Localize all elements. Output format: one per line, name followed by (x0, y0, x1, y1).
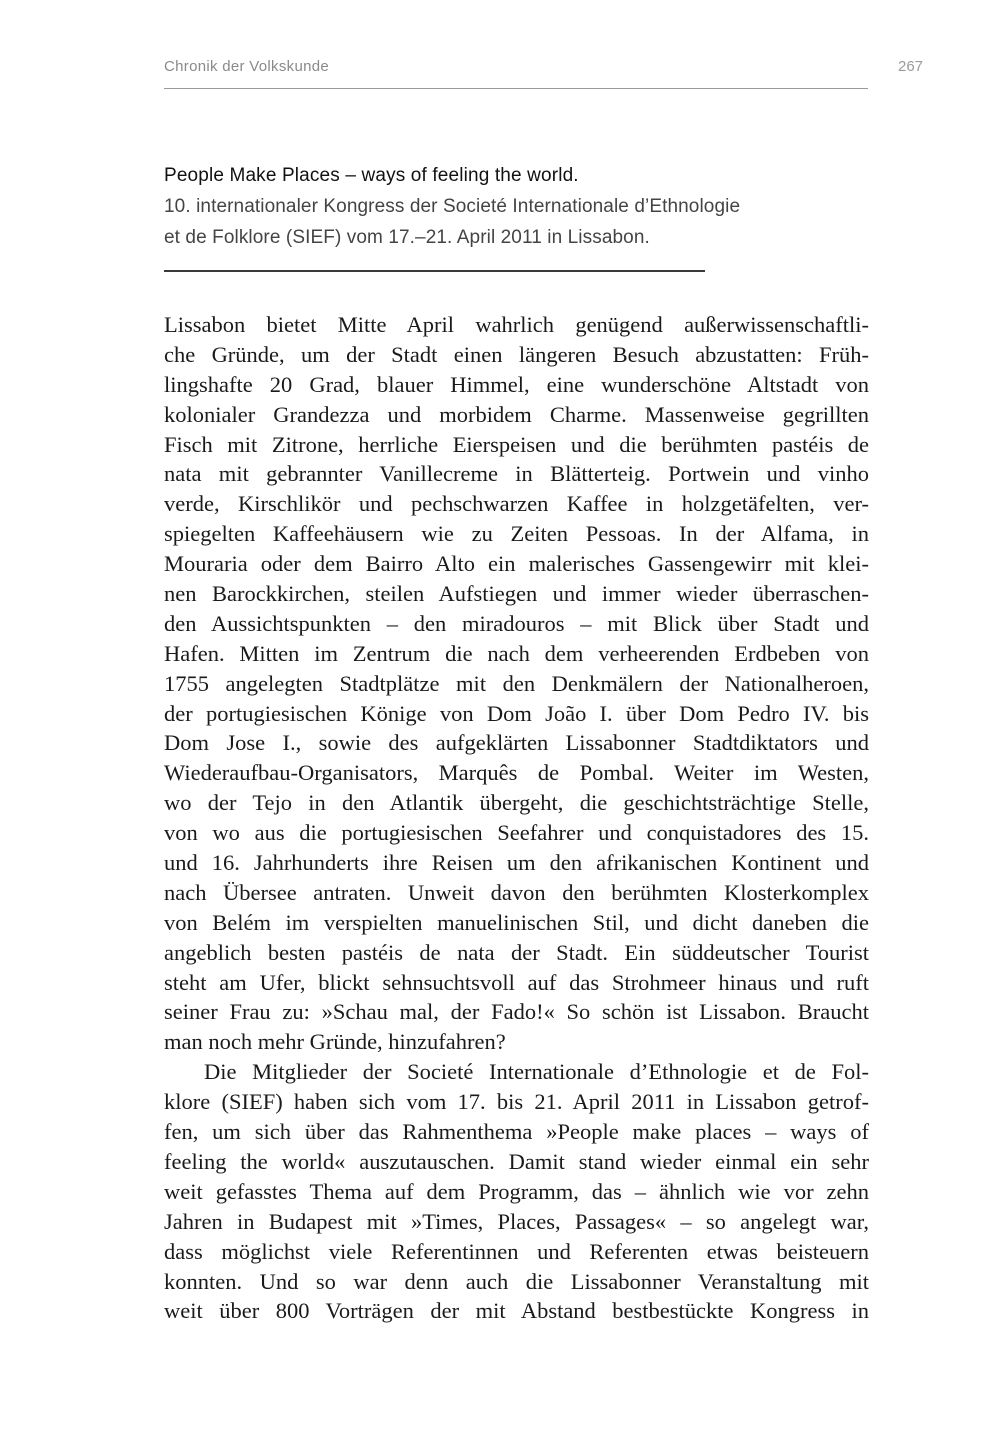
text-line: weit gefasstes Thema auf dem Programm, das – ähnlich wie vor zehn (164, 1178, 869, 1204)
text-line: angeblich besten pastéis de nata der Stadt. Ein süddeutscher Tourist (164, 939, 869, 965)
header-divider (164, 88, 868, 89)
text-line: lingshafte 20 Grad, blauer Himmel, eine wunderschöne Altstadt von (164, 371, 869, 397)
text-line: 1755 angelegten Stadtplätze mit den Denkmälern der Nationalheroen, (164, 670, 869, 696)
running-head-title: Chronik der Volkskunde (164, 58, 330, 75)
article-subtitle-line: 10. internationaler Kongress der Societé Internationale d’Ethnologie (164, 196, 741, 217)
text-line: steht am Ufer, blickt sehnsuchtsvoll auf das Strohmeer hinaus und ruft (164, 969, 869, 995)
text-line: nach Übersee antraten. Unweit davon den berühmten Klosterkomplex (164, 879, 869, 905)
text-line: Mouraria oder dem Bairro Alto ein malerisches Gassengewirr mit klei- (164, 551, 869, 577)
text-line: konnten. Und so war denn auch die Lissabonner Veranstaltung mit (164, 1268, 869, 1294)
text-line: nen Barockkirchen, steilen Aufstiegen und immer wieder überraschen- (164, 581, 869, 607)
article-title: People Make Places – ways of feeling the world. (164, 165, 579, 186)
text-line: spiegelten Kaffeehäusern wie zu Zeiten Pessoas. In der Alfama, in (164, 521, 869, 547)
text-line: weit über 800 Vorträgen der mit Abstand bestbestückte Kongress in (164, 1298, 869, 1324)
text-line: feeling the world« auszutauschen. Damit stand wieder einmal ein sehr (164, 1148, 869, 1174)
text-line: Lissabon bietet Mitte April wahrlich genügend außerwissenschaftli- (164, 312, 869, 337)
text-line: wo der Tejo in den Atlantik übergeht, die geschichtsträchtige Stelle, (164, 790, 869, 816)
text-line: Jahren in Budapest mit »Times, Places, Passages« – so angelegt war, (164, 1208, 869, 1234)
paragraph (164, 310, 869, 1057)
text-line: der portugiesischen Könige von Dom João I. über Dom Pedro IV. bis (164, 700, 869, 726)
text-line: Wiederaufbau-Organisators, Marquês de Pombal. Weiter im Westen, (164, 760, 869, 786)
text-line: von wo aus die portugiesischen Seefahrer und conquistadores des 15. (164, 820, 869, 846)
text-line: nata mit gebrannter Vanillecreme in Blätterteig. Portwein und vinho (164, 461, 869, 487)
page-number: 267 (898, 58, 924, 75)
text-line: fen, um sich über das Rahmenthema »People make places – ways of (164, 1119, 869, 1145)
paragraph (164, 1057, 869, 1326)
text-line: seiner Frau zu: »Schau mal, der Fado!« So schön ist Lissabon. Braucht (164, 999, 869, 1025)
text-line: Dom Jose I., sowie des aufgeklärten Lissabonner Stadtdiktators und (164, 730, 869, 756)
text-line: Die Mitglieder der Societé Internationale d’Ethnologie et de Fol- (204, 1059, 869, 1085)
text-line: Fisch mit Zitrone, herrliche Eierspeisen und die berühmten pastéis de (164, 431, 869, 457)
text-line: von Belém im verspielten manuelinischen Stil, und dicht daneben die (164, 909, 869, 935)
title-divider (164, 270, 705, 272)
body-text (164, 310, 869, 1326)
text-line: und 16. Jahrhunderts ihre Reisen um den afrikanischen Kontinent und (164, 850, 869, 876)
text-line: dass möglichst viele Referentinnen und Referenten etwas beisteuern (164, 1238, 869, 1264)
article-subtitle-line: et de Folklore (SIEF) vom 17.–21. April 2011 in Lissabon. (164, 227, 650, 248)
article-heading (164, 160, 864, 253)
text-line: kolonialer Grandezza und morbidem Charme. Massenweise gegrillten (164, 401, 869, 427)
text-line: verde, Kirschlikör und pechschwarzen Kaffee in holzgetäfelten, ver- (164, 491, 869, 517)
text-line: den Aussichtspunkten – den miradouros – mit Blick über Stadt und (164, 610, 869, 636)
text-line: Hafen. Mitten im Zentrum die nach dem verheerenden Erdbeben von (164, 640, 869, 666)
text-line: klore (SIEF) haben sich vom 17. bis 21. April 2011 in Lissabon getrof- (164, 1089, 869, 1115)
text-line: che Gründe, um der Stadt einen längeren Besuch abzustatten: Früh- (164, 341, 869, 367)
text-line: man noch mehr Gründe, hinzufahren? (164, 1029, 506, 1055)
